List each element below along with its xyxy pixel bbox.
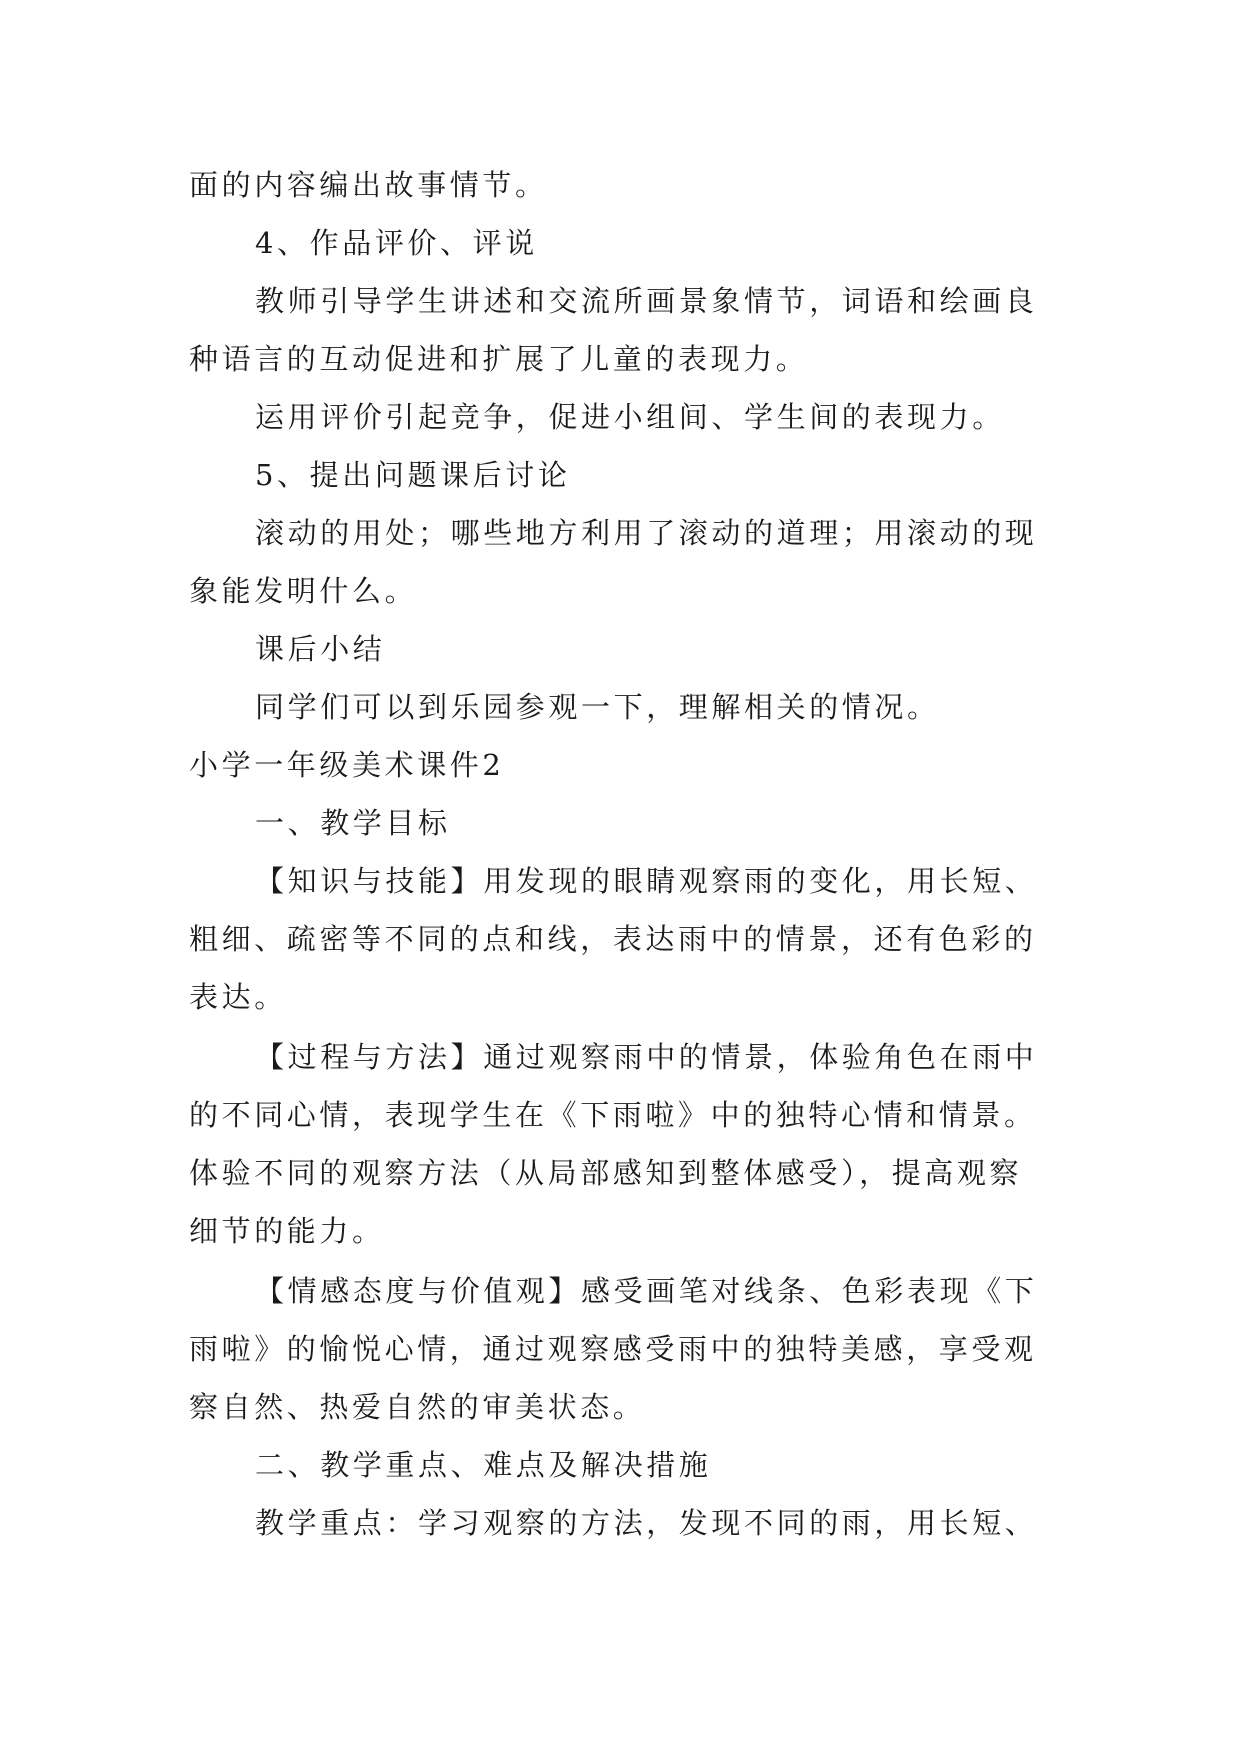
text-line: 表达。 bbox=[189, 980, 287, 1014]
section-heading-5: 5、提出问题课后讨论 bbox=[255, 458, 571, 492]
text-line: 教学重点：学习观察的方法，发现不同的雨，用长短、 bbox=[255, 1506, 1038, 1540]
section-heading-key-points: 二、教学重点、难点及解决措施 bbox=[255, 1448, 712, 1482]
text-line: 运用评价引起竞争，促进小组间、学生间的表现力。 bbox=[255, 400, 1005, 434]
text-line: 雨啦》的愉悦心情，通过观察感受雨中的独特美感，享受观 bbox=[189, 1332, 1037, 1366]
text-line: 的不同心情，表现学生在《下雨啦》中的独特心情和情景。 bbox=[189, 1098, 1037, 1132]
text-line: 察自然、热爱自然的审美状态。 bbox=[189, 1390, 646, 1424]
section-heading-4: 4、作品评价、评说 bbox=[255, 226, 538, 260]
text-line: 【情感态度与价值观】感受画笔对线条、色彩表现《下 bbox=[255, 1274, 1038, 1308]
text-line: 种语言的互动促进和扩展了儿童的表现力。 bbox=[189, 342, 809, 376]
text-line: 同学们可以到乐园参观一下，理解相关的情况。 bbox=[255, 690, 940, 724]
text-line: 教师引导学生讲述和交流所画景象情节，词语和绘画良 bbox=[255, 284, 1038, 318]
summary-heading: 课后小结 bbox=[255, 632, 386, 666]
lesson-title: 小学一年级美术课件2 bbox=[189, 748, 505, 782]
section-heading-objectives: 一、教学目标 bbox=[255, 806, 451, 840]
text-line: 【知识与技能】用发现的眼睛观察雨的变化，用长短、 bbox=[255, 864, 1038, 898]
text-line: 体验不同的观察方法（从局部感知到整体感受），提高观察 bbox=[189, 1156, 1023, 1190]
text-line: 象能发明什么。 bbox=[189, 574, 418, 608]
text-line: 滚动的用处；哪些地方利用了滚动的道理；用滚动的现 bbox=[255, 516, 1038, 550]
text-line: 细节的能力。 bbox=[189, 1214, 385, 1248]
text-line: 【过程与方法】通过观察雨中的情景，体验角色在雨中 bbox=[255, 1040, 1038, 1074]
text-line: 粗细、疏密等不同的点和线，表达雨中的情景，还有色彩的 bbox=[189, 922, 1037, 956]
text-line: 面的内容编出故事情节。 bbox=[189, 168, 548, 202]
